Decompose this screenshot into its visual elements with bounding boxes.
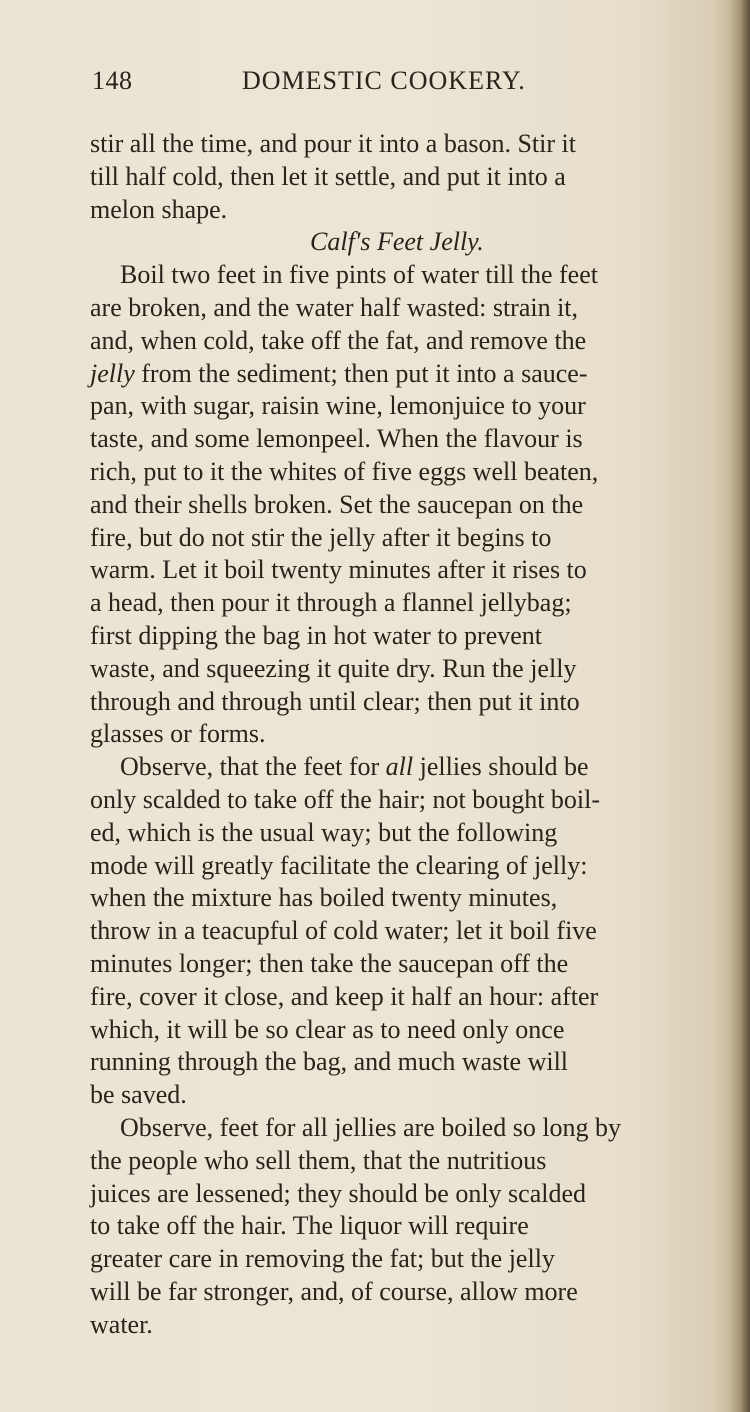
page-spine-shadow <box>728 0 750 1412</box>
text-line: the people who sell them, that the nutritious <box>90 1145 547 1175</box>
text-line: fire, but do not stir the jelly after it begins to <box>90 522 552 552</box>
text-line: Observe, feet for all jellies are boiled so long by <box>120 1112 622 1142</box>
text-segment: Observe, that the feet for <box>120 752 386 782</box>
text-line: and, when cold, take off the fat, and remove the <box>90 325 587 355</box>
text-line: melon shape. <box>90 194 228 224</box>
text-line: running through the bag, and much waste will <box>90 1047 569 1077</box>
text-line: a head, then pour it through a flannel jellybag; <box>90 588 572 618</box>
recipe-heading: Calf's Feet Jelly. <box>310 227 484 257</box>
text-segment: from the sediment; then put it into a sauce- <box>134 358 588 388</box>
text-line: rich, put to it the whites of five eggs well beaten, <box>90 456 599 486</box>
text-line: will be far stronger, and, of course, allow more <box>90 1276 578 1306</box>
text-line: Boil two feet in five pints of water till the feet <box>120 260 598 290</box>
text-line: minutes longer; then take the saucepan off the <box>90 948 569 978</box>
text-line <box>90 751 730 784</box>
text-line: mode will greatly facilitate the clearing of jelly: <box>90 850 588 880</box>
text-line: ed, which is the usual way; but the following <box>90 817 558 847</box>
text-line: glasses or forms. <box>90 719 266 749</box>
text-segment: jellies should be <box>413 752 589 782</box>
text-line: pan, with sugar, raisin wine, lemonjuice to your <box>90 391 586 421</box>
text-line <box>90 358 730 391</box>
text-line: fire, cover it close, and keep it half an hour: after <box>90 981 599 1011</box>
text-line: and their shells broken. Set the saucepan on the <box>90 489 584 519</box>
text-line: first dipping the bag in hot water to prevent <box>90 620 543 650</box>
text-line: stir all the time, and pour it into a bason. Stir it <box>90 129 576 158</box>
text-line: to take off the hair. The liquor will require <box>90 1211 529 1241</box>
text-line: warm. Let it boil twenty minutes after it rises to <box>90 555 587 585</box>
text-line: be saved. <box>90 1080 187 1110</box>
text-line: throw in a teacupful of cold water; let it boil five <box>90 916 597 946</box>
text-line: through and through until clear; then put it into <box>90 686 580 716</box>
italic-word: all <box>385 752 414 782</box>
text-line: juices are lessened; they should be only scalded <box>90 1178 587 1208</box>
text-line: which, it will be so clear as to need only once <box>90 1014 565 1044</box>
text-line: are broken, and the water half wasted: strain it, <box>90 292 579 322</box>
text-line: taste, and some lemonpeel. When the flavour is <box>90 424 583 454</box>
text-line: greater care in removing the fat; but the jelly <box>90 1244 555 1274</box>
text-line: till half cold, then let it settle, and put it into a <box>90 161 566 191</box>
text-line: waste, and squeezing it quite dry. Run the jelly <box>90 653 577 683</box>
page-number: 148 <box>92 66 133 95</box>
text-line: only scalded to take off the hair; not bought boil- <box>90 784 601 814</box>
text-line: water. <box>90 1309 153 1339</box>
body-text <box>90 128 730 1341</box>
italic-word: jelly <box>90 358 135 388</box>
text-line: when the mixture has boiled twenty minutes, <box>90 883 558 913</box>
header-title: DOMESTIC COOKERY. <box>242 66 526 95</box>
